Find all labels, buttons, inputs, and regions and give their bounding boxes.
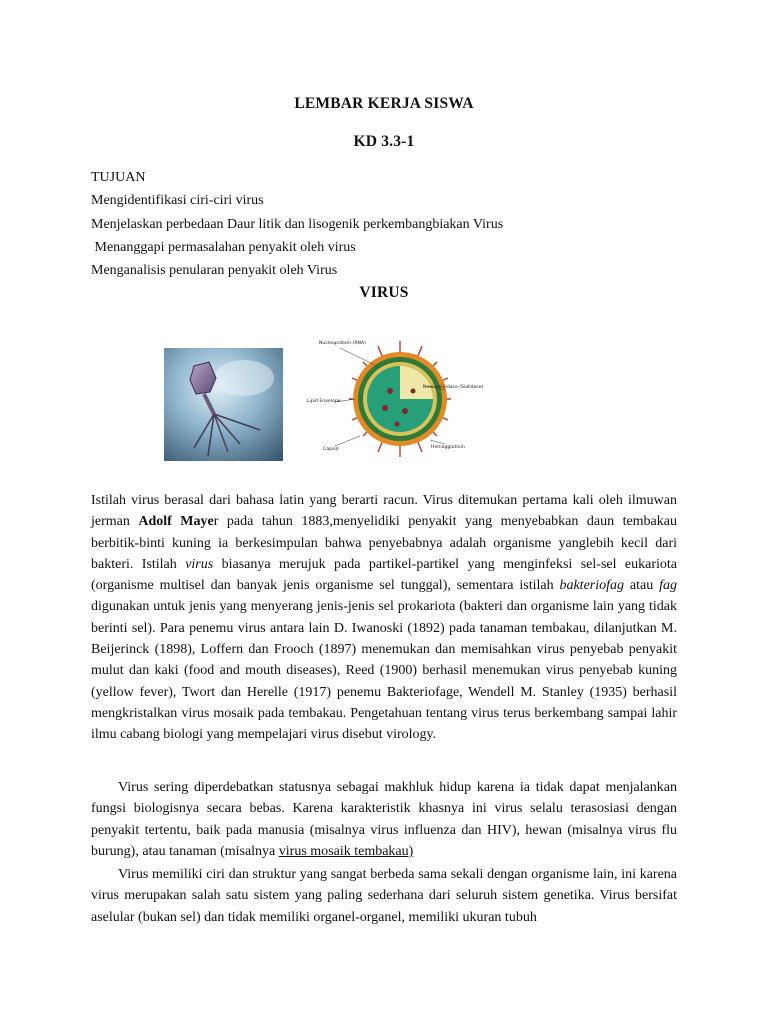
term-fag: fag	[659, 578, 677, 594]
underlined-text: virus mosaik tembakau)	[278, 843, 414, 859]
objectives-heading: TUJUAN	[91, 170, 146, 185]
paragraph-history: Istilah virus berasal dari bahasa latin yang berarti racun. Virus ditemukan pertama kali oleh ilmuwan jerman Adolf Mayer pada tahun 1883,menyelidiki penyakit yang menyebabkan daun tembakau berbitik-binti kuning ia berkesimpulan bahwa penyebabnya adalah organisme yanglebih kecil dari bakteri. Istilah virus biasanya merujuk pada partikel-partikel yang menginfeksi sel-sel eukariota (organisme multisel dan banyak jenis organisme sel tunggal), sementara istilah bakteriofag atau fag digunakan untuk jenis yang menyerang jenis-jenis sel prokariota (bakteri dan organisme lain yang tidak berinti sel). Para penemu virus antara lain D. Iwanoski (1892) pada tanaman tembakau, dilanjutkan M. Beijerinck (1898), Loffern dan Frooch (1897) menemukan dan memisahkan virus penyebab penyakit mulut dan kaki (food and mouth diseases), Reed (1900) berhasil menemukan virus penyebab kuning (yellow fever), Twort dan Herelle (1917) penemu Bakteriofage, Wendell M. Stanley (1935) berhasil mengkristalkan virus mosaik pada tembakau. Pengetahuan tentang virus terus berkembang sampai lahir ilmu cabang biologi yang mempelajari virus disebut virology.	[91, 493, 677, 743]
label-capsid: Capsid	[323, 447, 339, 452]
objective-item: Menjelaskan perbedaan Daur litik dan lisogenik perkembangbiakan Virus	[91, 216, 504, 232]
name-adolf-mayer: Adolf Maye	[138, 514, 214, 530]
term-virus: virus	[185, 556, 214, 572]
objective-item: Mengidentifikasi ciri-ciri virus	[91, 193, 264, 209]
label-lipid-envelope: Lipid Envelope	[307, 399, 341, 404]
label-hemagglutinin: Hemagglutinin	[431, 445, 465, 450]
kd-code: KD 3.3-1	[353, 133, 415, 150]
paragraph-status: Virus sering diperdebatkan statusnya sebagai makhluk hidup karena ia tidak dapat menjalankan fungsi biologisnya secara bebas. Karena karakteristik khasnya ini virus selalu terasosiasi dengan penyakit tertentu, baik pada manusia (misalnya virus influenza dan HIV), hewan (misalnya virus flu burung), atau tanaman (misalnya virus mosaik tembakau)	[91, 780, 677, 859]
objective-item: Menganalisis penularan penyakit oleh Virus	[91, 263, 338, 279]
objectives-section	[91, 166, 651, 282]
label-nucleoprotein: Nucleoprotein (RNA)	[319, 341, 366, 346]
term-bakteriofag: bakteriofag	[559, 578, 625, 594]
paragraph-characteristics: Virus memiliki ciri dan struktur yang sangat berbeda sama sekali dengan organisme lain, ini karena virus merupakan salah satu sistem yang paling sederhana dari seluruh sistem genetika. Virus bersifat aselular (bukan sel) dan tidak memiliki organel-organel, memiliki ukuran tubuh	[91, 867, 677, 925]
bacteriophage-image	[164, 348, 283, 461]
worksheet-title: LEMBAR KERJA SISWA	[294, 95, 474, 112]
objective-item: Menanggapi permasalahan penyakit oleh virus	[91, 239, 356, 255]
virus-structure-diagram	[305, 336, 484, 462]
figure-row	[0, 330, 768, 470]
section-title-virus: VIRUS	[359, 284, 409, 301]
label-neuraminidase: Neuraminidase (Sialidase)	[423, 385, 484, 390]
